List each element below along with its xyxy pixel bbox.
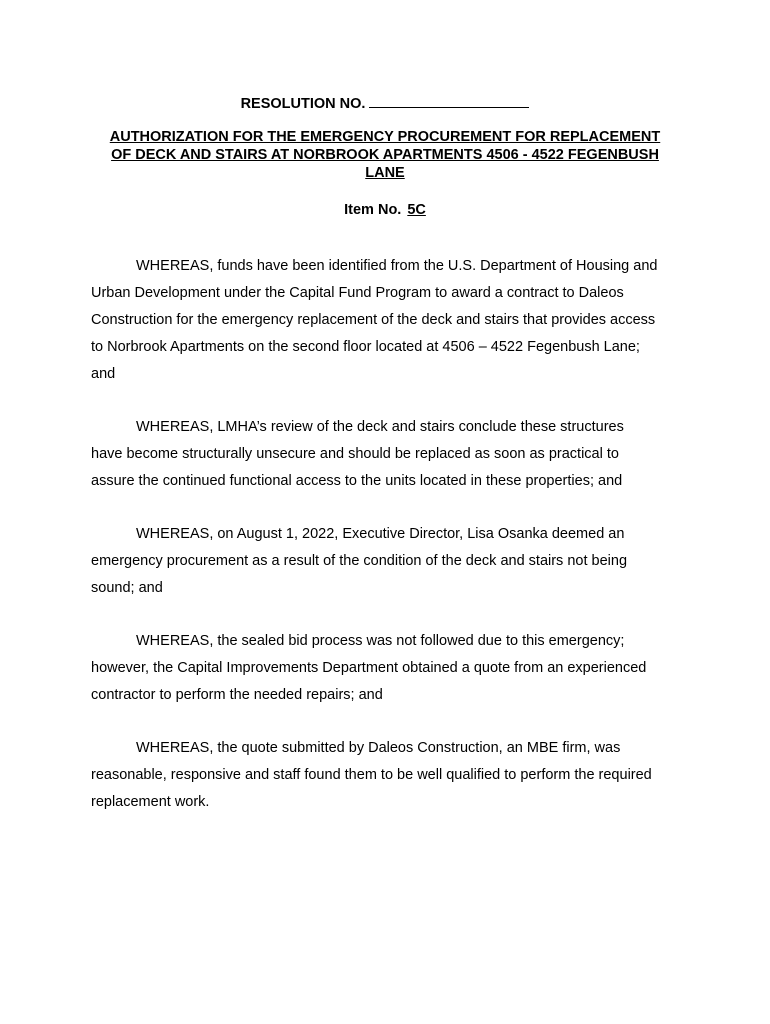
paragraph-line: Urban Development under the Capital Fund Program to award a contract to Daleos: [91, 285, 624, 301]
whereas-paragraph: [91, 735, 691, 816]
paragraph-line: WHEREAS, funds have been identified from the U.S. Department of Housing and: [136, 258, 658, 274]
paragraph-line: reasonable, responsive and staff found them to be well qualified to perform the required: [91, 767, 652, 783]
whereas-paragraph: [91, 414, 691, 495]
paragraph-line: assure the continued functional access to the units located in these properties; and: [91, 473, 623, 489]
paragraph-line: WHEREAS, LMHA’s review of the deck and stairs conclude these structures: [136, 419, 624, 435]
item-number-line: [0, 200, 770, 220]
paragraph-line: however, the Capital Improvements Department obtained a quote from an experienced: [91, 660, 647, 676]
paragraph-line: replacement work.: [91, 794, 210, 810]
paragraph-line: contractor to perform the needed repairs; and: [91, 687, 383, 703]
item-label: Item No.: [344, 202, 402, 218]
paragraph-line: have become structurally unsecure and should be replaced as soon as practical to: [91, 446, 619, 462]
whereas-paragraph: [91, 253, 691, 388]
resolution-title: [92, 128, 678, 182]
resolution-number-blank: [369, 93, 529, 108]
item-value: 5C: [407, 202, 426, 218]
paragraph-line: WHEREAS, the quote submitted by Daleos Construction, an MBE firm, was: [136, 740, 621, 756]
resolution-label: RESOLUTION NO.: [240, 96, 366, 112]
title-line: LANE: [365, 165, 405, 181]
whereas-paragraph: [91, 628, 691, 709]
paragraph-line: WHEREAS, the sealed bid process was not followed due to this emergency;: [136, 633, 625, 649]
paragraph-line: Construction for the emergency replacement of the deck and stairs that provides access: [91, 312, 656, 328]
paragraph-line: and: [91, 366, 116, 382]
whereas-paragraph: [91, 521, 691, 602]
title-line: AUTHORIZATION FOR THE EMERGENCY PROCUREMENT FOR REPLACEMENT: [109, 129, 661, 145]
resolution-number-line: [0, 93, 770, 114]
title-line: OF DECK AND STAIRS AT NORBROOK APARTMENTS 4506 - 4522 FEGENBUSH: [111, 147, 659, 163]
paragraph-line: WHEREAS, on August 1, 2022, Executive Director, Lisa Osanka deemed an: [136, 526, 625, 542]
document-body: [91, 253, 691, 842]
paragraph-line: sound; and: [91, 580, 163, 596]
paragraph-line: to Norbrook Apartments on the second floor located at 4506 – 4522 Fegenbush Lane;: [91, 339, 640, 355]
paragraph-line: emergency procurement as a result of the condition of the deck and stairs not being: [91, 553, 628, 569]
